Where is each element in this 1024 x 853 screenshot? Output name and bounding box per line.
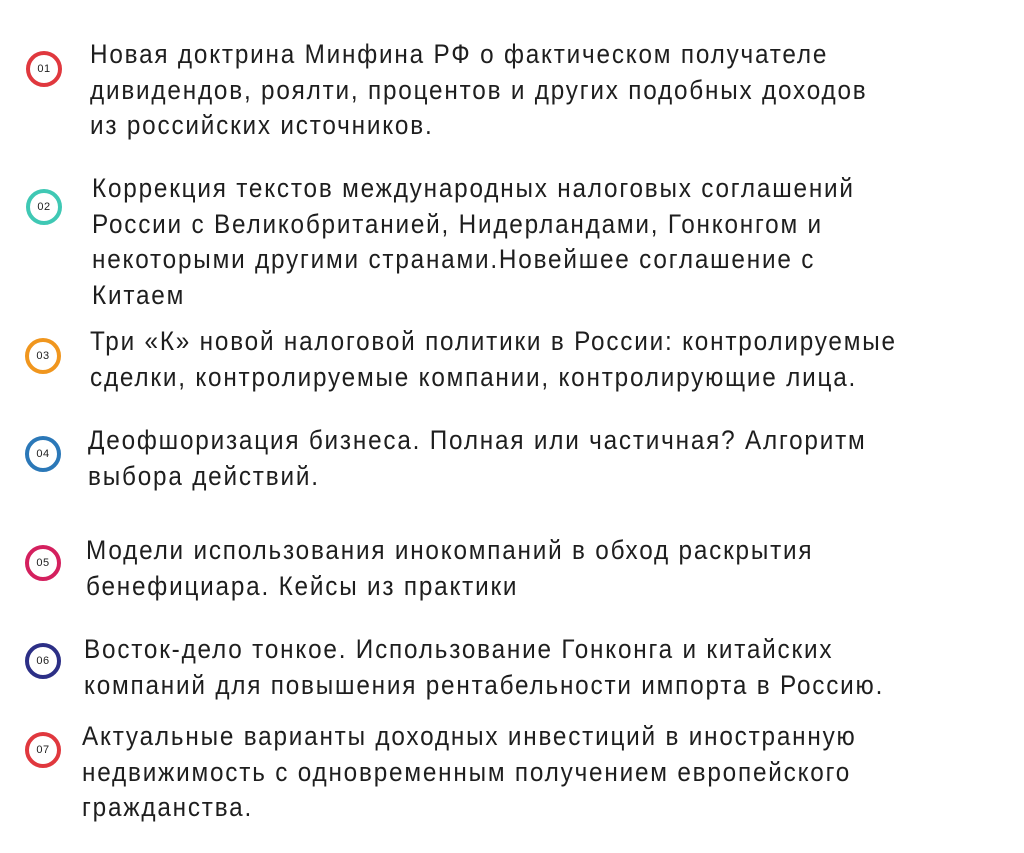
badge-number: 02 bbox=[37, 200, 51, 213]
item-text-6: Восток-дело тонкое. Использование Гонконга и китайских компаний для повышения рентабельности импорта в Россию. bbox=[84, 634, 885, 700]
number-badge-2 bbox=[26, 189, 62, 225]
item-text-4: Деофшоризация бизнеса. Полная или частичная? Алгоритм выбора действий. bbox=[88, 425, 867, 491]
item-text-1: Новая доктрина Минфина РФ о фактическом получателе дивидендов, роялти, процентов и других подобных доходов из российских источников. bbox=[90, 39, 868, 140]
number-badge-4 bbox=[25, 436, 61, 472]
badge-number: 05 bbox=[36, 556, 50, 569]
number-badge-3 bbox=[25, 338, 61, 374]
item-text-5: Модели использования инокомпаний в обход раскрытия бенефициара. Кейсы из практики bbox=[86, 535, 814, 601]
number-badge-7 bbox=[25, 732, 61, 768]
item-text-3: Три «К» новой налоговой политики в России: контролируемые сделки, контролируемые компании, контролирующие лица. bbox=[90, 326, 897, 392]
number-badge-5 bbox=[25, 545, 61, 581]
item-text-2: Коррекция текстов международных налоговых соглашений России с Великобританией, Нидерландами, Гонконгом и некоторыми другими странами.Новейшее соглашение с Китаем bbox=[92, 173, 855, 310]
badge-number: 04 bbox=[36, 447, 50, 460]
badge-number: 06 bbox=[36, 654, 50, 667]
number-badge-1 bbox=[26, 51, 62, 87]
badge-number: 03 bbox=[36, 349, 50, 362]
badge-number: 01 bbox=[37, 62, 51, 75]
number-badge-6 bbox=[25, 643, 61, 679]
item-text-7: Актуальные варианты доходных инвестиций в иностранную недвижимость с одновременным получением европейского гражданства. bbox=[82, 721, 857, 822]
badge-number: 07 bbox=[36, 743, 50, 756]
